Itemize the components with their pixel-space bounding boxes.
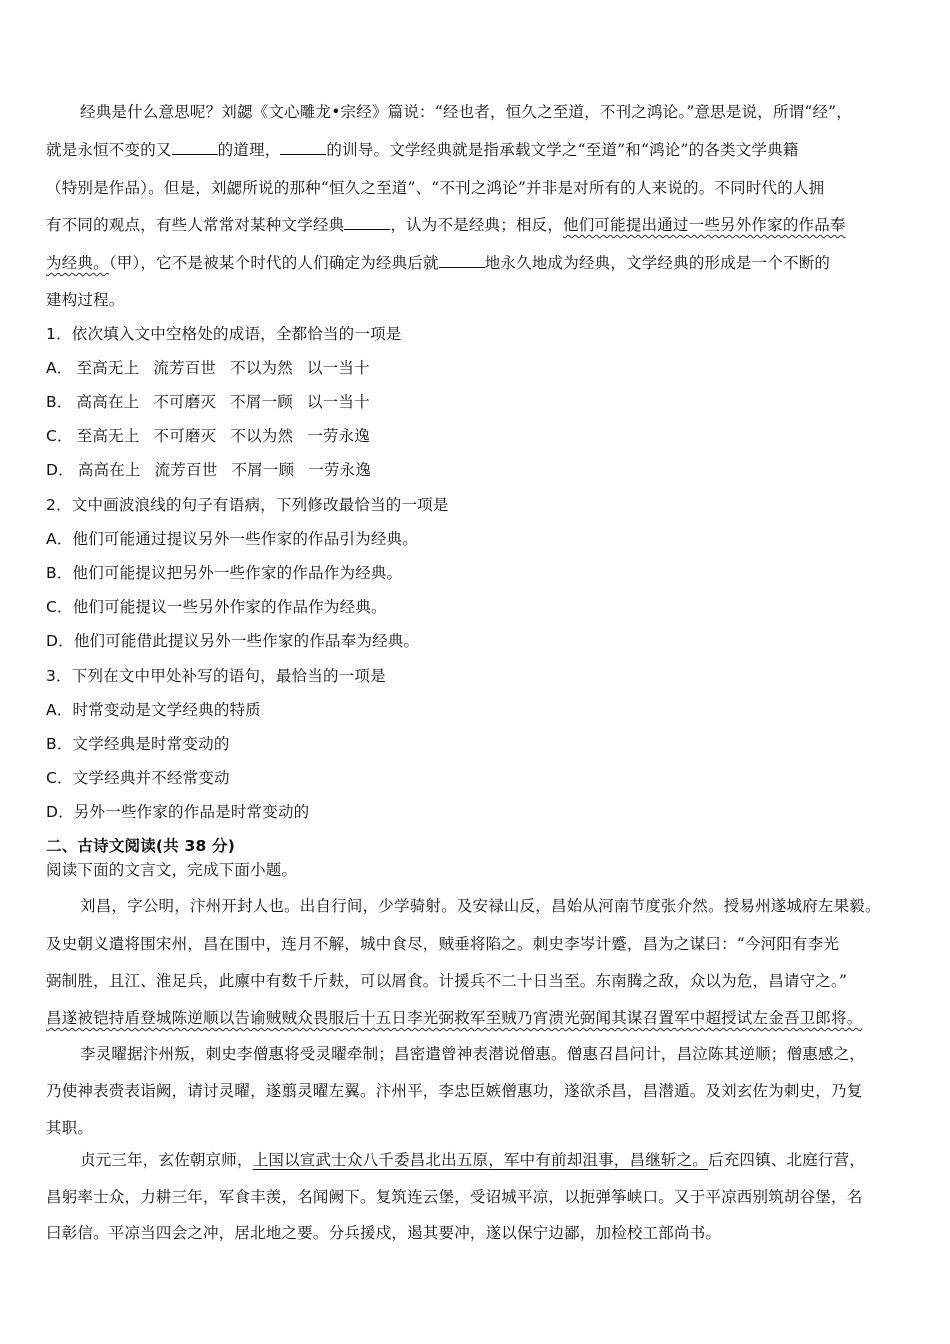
question-2-stem: 2．文中画波浪线的句子有语病，下列修改最恰当的一项是 (46, 496, 449, 514)
classical-p2-line-3: 其职。 (46, 1119, 94, 1137)
blank-4 (439, 253, 485, 268)
section-2-title: 二、古诗文阅读(共 38 分) (46, 837, 236, 855)
question-1-option-a: A． 至高无上 流芳百世 不以为然 以一当十 (46, 359, 370, 377)
question-3-option-d: D．另外一些作家的作品是时常变动的 (46, 803, 310, 821)
classical-p1-line-1: 刘昌，字公明，汴州开封人也。出自行间，少学骑射。及安禄山反，昌始从河南节度张介然。授易州遂城府左果毅。 (80, 897, 881, 915)
classical-p1-line-3: 弼制胜，且江、淮足兵，此廪中有数千斤麸，可以屑食。计援兵不二十日当至。东南腾之敌，众以为危，昌请守之。” (46, 972, 848, 990)
classical-p2-line-1: 李灵曜据汴州叛，刺史李僧惠将受灵曜牵制；昌密遣曾神表潜说僧惠。僧惠召昌问计，昌泣陈其逆顺；僧惠感之， (80, 1045, 866, 1063)
blank-2 (280, 140, 326, 155)
classical-p2-line-2: 乃使神表赍表诣阙，请讨灵曜，遂翦灵曜左翼。汴州平，李忠臣嫉僧惠功，遂欲杀昌，昌潜遁。及刘玄佐为刺史，乃复 (46, 1082, 863, 1100)
question-1-option-c: C． 至高无上 不可磨灭 不以为然 一劳永逸 (46, 427, 370, 445)
passage-line-2: 就是永恒不变的又 的道理， 的训导。文学经典就是指承载文学之“至道”和“鸿论”的各类文学典籍 (46, 141, 799, 159)
classical-p3-line-3: 曰彰信。平凉当四会之冲，居北地之要。分兵援戍，遏其要冲，遂以保宁边鄙，加检校工部尚书。 (46, 1224, 722, 1242)
question-2-option-a: A．他们可能通过提议另外一些作家的作品引为经典。 (46, 530, 418, 548)
question-1-option-b: B． 高高在上 不可磨灭 不屑一顾 以一当十 (46, 393, 370, 411)
question-2-option-b: B．他们可能提议把另外一些作家的作品作为经典。 (46, 564, 403, 582)
question-3-option-a: A．时常变动是文学经典的特质 (46, 701, 261, 719)
passage-line-6: 建构过程。 (46, 291, 125, 309)
section-2-instruction: 阅读下面的文言文，完成下面小题。 (46, 861, 298, 879)
question-2-option-d: D．他们可能借此提议另外一些作家的作品奉为经典。 (46, 632, 420, 650)
passage-line-1: 经典是什么意思呢？刘勰《文心雕龙•宗经》篇说：“经也者，恒久之至道，不刊之鸿论。”意思是说，所谓“经”， (80, 103, 852, 121)
classical-p3-line-1: 贞元三年，玄佐朝京师，上国以宣武士众八千委昌北出五原，军中有前却沮事，昌继斩之。后充四镇、北庭行营， (80, 1151, 866, 1169)
question-3-option-b: B．文学经典是时常变动的 (46, 735, 230, 753)
blank-1 (172, 140, 218, 155)
passage-line-4: 有不同的观点，有些人常常对某种文学经典 ，认为不是经典；相反，他们可能提出通过一些另外作家的作品奉 (46, 216, 846, 234)
question-2-option-c: C．他们可能提议一些另外作家的作品作为经典。 (46, 598, 387, 616)
question-1-option-d: D． 高高在上 流芳百世 不屑一顾 一劳永逸 (46, 461, 372, 479)
question-3-stem: 3．下列在文中甲处补写的语句，最恰当的一项是 (46, 667, 386, 685)
passage-line-3: （特别是作品）。但是，刘勰所说的那种“恒久之至道”、“不刊之鸿论”并非是对所有的人来说的。不同时代的人拥 (46, 179, 825, 197)
underlined-sentence: 上国以宣武士众八千委昌北出五原，军中有前却沮事，昌继斩之。 (252, 1151, 709, 1169)
classical-p3-line-2: 昌躬率士众，力耕三年，军食丰羡，名闻阙下。复筑连云堡，受诏城平凉，以扼弹筝峡口。又于平凉西别筑胡谷堡，名 (46, 1188, 863, 1206)
wavy-sentence-part-2: 为经典。 (46, 254, 109, 272)
classical-p1-line-4-wavy: 昌遂被铠持盾登城陈逆顺以告谕贼贼众畏服后十五日李光弼救军至贼乃宵溃光弼闻其谋召置军中超授试左金吾卫郎将。 (46, 1009, 863, 1027)
passage-line-5: 为经典。（甲），它不是被某个时代的人们确定为经典后就 地永久地成为经典，文学经典的形成是一个不断的 (46, 254, 831, 272)
blank-3 (344, 215, 390, 230)
wavy-sentence-part-1: 他们可能提出通过一些另外作家的作品奉 (563, 216, 846, 234)
question-3-option-c: C．文学经典并不经常变动 (46, 769, 230, 787)
classical-p1-line-2: 及史朝义遣将围宋州，昌在围中，连月不解，城中食尽，贼垂将陷之。刺史李岑计蹙，昌为之谋曰：“今河阳有李光 (46, 935, 840, 953)
question-1-stem: 1．依次填入文中空格处的成语，全都恰当的一项是 (46, 325, 402, 343)
